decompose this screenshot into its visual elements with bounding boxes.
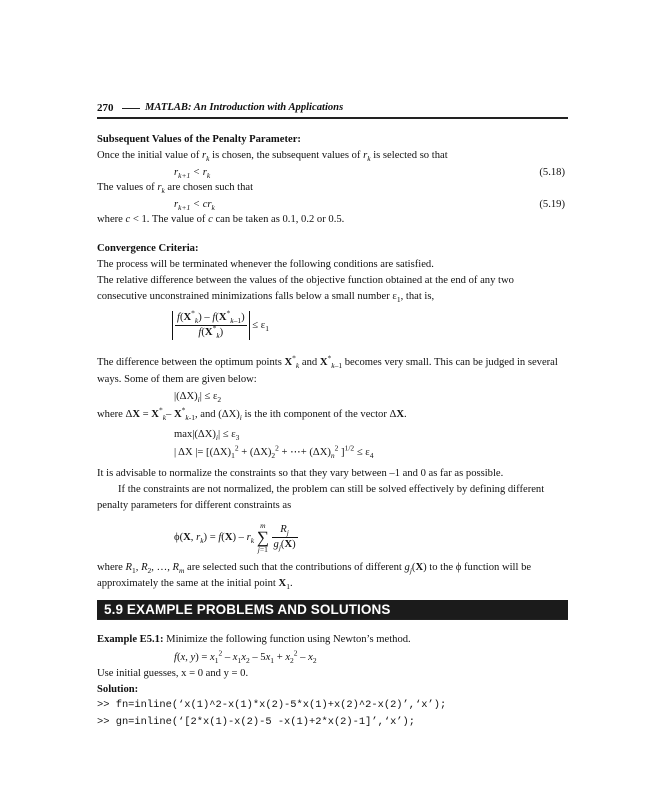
penalty-intro: Once the initial value of $r_k$ is chosen, the subsequent values of $r_k$ is selected so that	[97, 150, 448, 164]
penalty-line2: The values of $r_k$ are chosen such that	[97, 182, 254, 196]
convergence-line2: The relative difference between the values of the objective function obtained at the end of any two	[97, 275, 514, 286]
criterion-max-component: $\max|(\Delta X)_i| \le \varepsilon_3$	[174, 429, 240, 443]
equation-5-19: $r_{k+1} < cr_k$	[174, 199, 215, 213]
equation-5-18: $r_{k+1} < r_k$	[174, 167, 211, 181]
convergence-line3: consecutive unconstrained minimizations falls below a small number $\varepsilon_1$, that is,	[97, 291, 435, 305]
example-guess: Use initial guesses, x = 0 and y = 0.	[97, 668, 249, 679]
code-line-1: >> fn=inline(‘x(1)^2-x(1)*x(2)-5*x(1)+x(2)^2-x(2)’,‘x’);	[97, 699, 447, 711]
convergence-line8: If the constraints are not normalized, the problem can still be solved effectively by defining different	[118, 484, 545, 495]
convergence-line10: where $R_1$, $R_2$, …, $R_m$ are selected such that the contributions of different $g_j(X)$ to the ϕ function will be	[97, 562, 532, 576]
code-line-2: >> gn=inline(‘[2*x(1)-x(2)-5 -x(1)+2*x(2)-1]’,‘x’);	[97, 716, 416, 728]
criterion-abs-component: $|(\Delta X)_i| \le \varepsilon_2$	[174, 391, 222, 405]
convergence-line7: It is advisable to normalize the constraints so that they vary between –1 and 0 as far as possible.	[97, 468, 504, 479]
section-underline	[97, 619, 568, 620]
convergence-line11: approximately the same at the initial point $X_1$.	[97, 578, 293, 592]
convergence-heading: Convergence Criteria:	[97, 243, 199, 254]
solution-label: Solution:	[97, 684, 139, 695]
convergence-line5: ways. Some of them are given below:	[97, 374, 257, 385]
convergence-line4: The difference between the optimum points $X^*_k$ and $X^*_{k-1}$ becomes very small. This can be judged in several	[97, 353, 558, 371]
header-rule	[97, 117, 568, 119]
penalty-heading: Subsequent Values of the Penalty Parameter:	[97, 134, 301, 145]
relative-difference-formula: $\frac{f(X^*_k) - f(X^*_{k-1})}{f(X^*_k)}$ ≤ $\varepsilon_1$	[172, 311, 269, 340]
convergence-line6: where $\Delta X = X^*_k-$ $X^*_{k-1}$, and $(\Delta X)_i$ is the ith component of the vector ΔX.	[97, 405, 407, 423]
convergence-line1: The process will be terminated whenever the following conditions are satisfied.	[97, 259, 434, 270]
example-statement	[97, 633, 411, 647]
penalty-function-formula: ϕ(X, $r_k) = f(X) - r_k$ m ∑ j=1 $\frac{R_j}{g_j(X)}$	[174, 521, 296, 554]
criterion-norm: | ΔX |= [$(\Delta X)_1^2 + (\Delta X)_2^2$ + ⋯+ $(\Delta X)_n^2$ ]$^{1/2} \le \varepsilon_4$	[174, 443, 374, 461]
example-function: f(x, $y) = x_1^2 - x_1x_2 - 5x_1 + x_2^2 - x_2$	[174, 648, 317, 666]
section-title: 5.9 EXAMPLE PROBLEMS AND SOLUTIONS	[104, 602, 391, 617]
header-dash	[122, 108, 140, 109]
example-label: Example E5.1:	[97, 634, 164, 645]
equation-number-5-18: (5.18)	[539, 167, 565, 178]
equation-number-5-19: (5.19)	[539, 199, 565, 210]
example-text: Minimize the following function using Newton’s method.	[166, 634, 411, 645]
page-number: 270	[97, 102, 114, 114]
running-title: MATLAB: An Introduction with Applications	[145, 102, 344, 113]
penalty-note: where c < 1. The value of c can be taken as 0.1, 0.2 or 0.5.	[97, 214, 345, 225]
convergence-line9: penalty parameters for different constraints as	[97, 500, 292, 511]
